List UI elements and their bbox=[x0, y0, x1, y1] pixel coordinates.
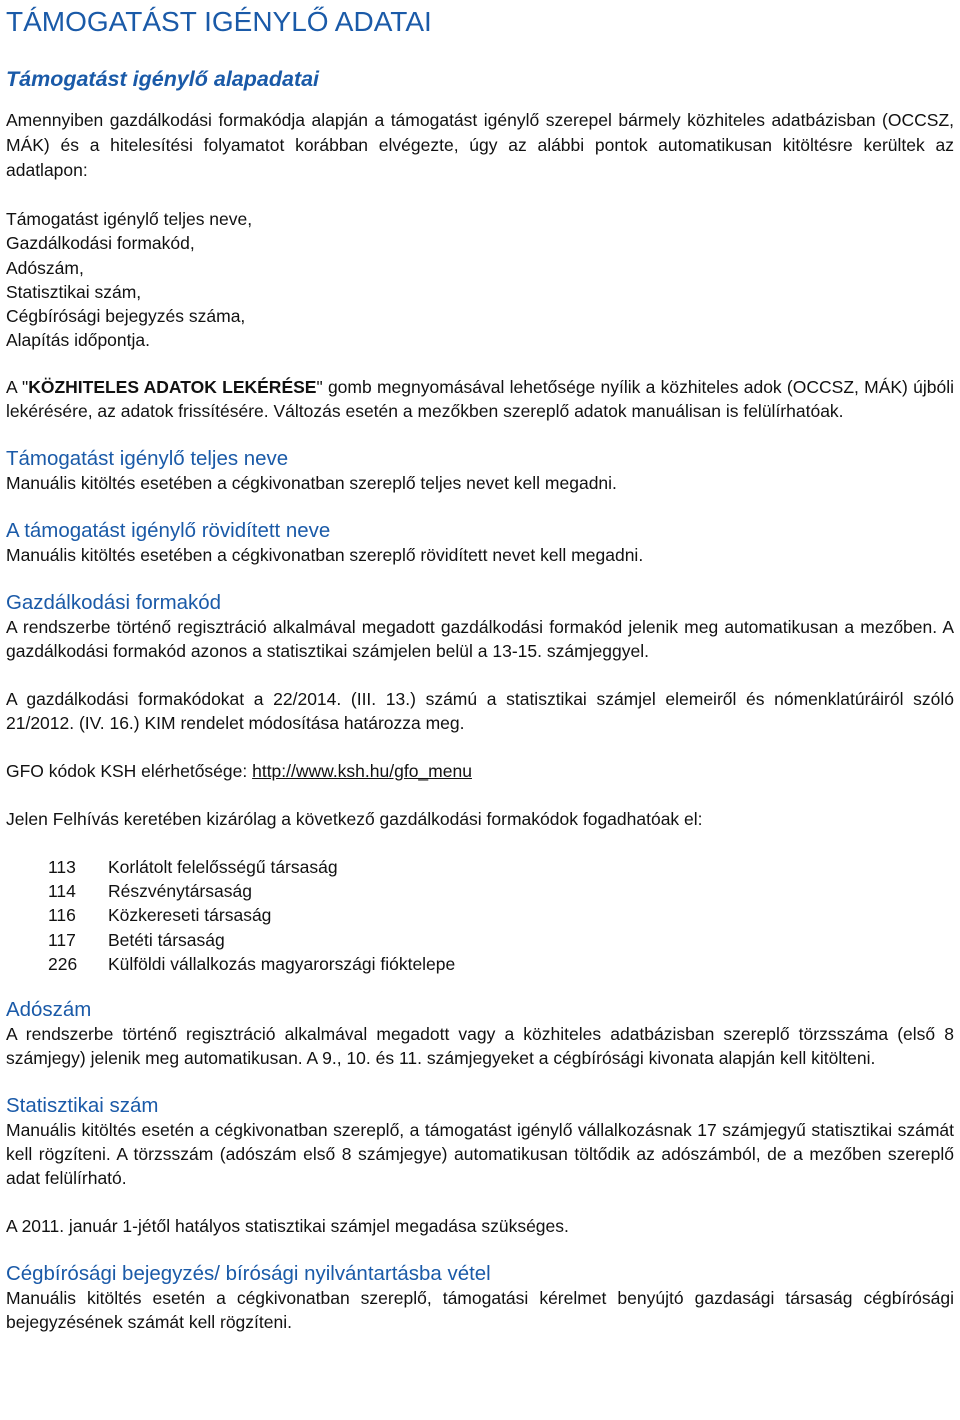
gfo-code: 117 bbox=[48, 929, 76, 950]
gfo-code: 226 bbox=[48, 953, 78, 974]
court-registration-text: Manuális kitöltés esetén a cégkivonatban szereplő, támogatási kérelmet benyújtó gazdasági társaság cégbírósági bejegyzésének számát kell rögzíteni. bbox=[6, 1288, 954, 1333]
list-item: Statisztikai szám, bbox=[6, 281, 142, 302]
list-item: Alapítás időpontja. bbox=[6, 330, 150, 351]
stat-number-heading: Statisztikai szám bbox=[6, 1094, 159, 1118]
ksh-gfo-link[interactable]: http://www.ksh.hu/gfo_menu bbox=[252, 760, 472, 781]
list-item bbox=[48, 855, 954, 879]
list-item: Adószám, bbox=[6, 257, 84, 278]
list-item bbox=[48, 879, 954, 903]
section-subtitle: Támogatást igénylő alapadatai bbox=[6, 67, 320, 91]
gfo-code-name: Közkereseti társaság bbox=[108, 905, 272, 926]
gfo-code-name: Részvénytársaság bbox=[108, 881, 252, 902]
gfo-regulation-text: A gazdálkodási formakódokat a 22/2014. (III. 13.) számú a statisztikai számjel elemeiről és nómenklatúráiról szóló 21/2012. (IV. 16.) KIM rendelet módosítása határozza meg. bbox=[6, 688, 954, 733]
full-name-text: Manuális kitöltés esetében a cégkivonatban szereplő teljes nevet kell megadni. bbox=[6, 472, 617, 493]
list-item: Támogatást igénylő teljes neve, bbox=[6, 209, 253, 229]
list-item bbox=[48, 952, 954, 976]
gfo-code: 116 bbox=[48, 905, 76, 926]
intro-paragraph: Amennyiben gazdálkodási formakódja alapján a támogatást igénylő szerepel bármely közhiteles adatbázisban (OCCSZ, MÁK) és a hitelesítési folyamatot korábban elvégezte, úgy az alábbi pontok automatikusan kitöltésre kerültek az adatlapon: bbox=[6, 110, 954, 180]
court-registration-heading: Cégbírósági bejegyzés/ bírósági nyilvántartásba vétel bbox=[6, 1262, 491, 1286]
stat-number-note: A 2011. január 1-jétől hatályos statisztikai számjel megadása szükséges. bbox=[6, 1216, 569, 1237]
page-title: TÁMOGATÁST IGÉNYLŐ ADATAI bbox=[6, 6, 432, 37]
tax-number-text: A rendszerbe történő regisztráció alkalmával megadott vagy a közhiteles adatbázisban szereplő törzsszáma (első 8 számjegy) jelenik meg automatikusan. A 9., 10. és 11. számjegyeket a cégbírósági kivonata alapján kell kitölteni. bbox=[6, 1024, 954, 1069]
auto-fields-list bbox=[6, 207, 954, 353]
list-item: Cégbírósági bejegyzés száma, bbox=[6, 306, 246, 327]
stat-number-text: Manuális kitöltés esetén a cégkivonatban szereplő, a támogatást igénylő vállalkozásnak 17 számjegyű statisztikai számát kell rögzíteni. A törzsszám (adószám első 8 számjegye) automatikusan töltődik az adószámból, de a mezőben szereplő adat felülírható. bbox=[6, 1120, 954, 1189]
short-name-heading: A támogatást igénylő rövidített neve bbox=[6, 518, 331, 542]
full-name-heading: Támogatást igénylő teljes neve bbox=[6, 446, 289, 470]
gfo-text: A rendszerbe történő regisztráció alkalmával megadott gazdálkodási formakód jelenik meg automatikusan a mezőben. A gazdálkodási formakód azonos a statisztikai számjelen belül a 13-15. számjeggyel. bbox=[6, 616, 954, 661]
gfo-heading: Gazdálkodási formakód bbox=[6, 590, 222, 614]
list-item bbox=[48, 903, 954, 927]
short-name-text: Manuális kitöltés esetében a cégkivonatban szereplő rövidített nevet kell megadni. bbox=[6, 544, 644, 565]
gfo-code-name: Betéti társaság bbox=[108, 929, 225, 950]
list-item: Gazdálkodási formakód, bbox=[6, 233, 195, 254]
kozhiteles-button-name: KÖZHITELES ADATOK LEKÉRÉSE bbox=[28, 376, 317, 397]
gfo-code: 113 bbox=[48, 856, 76, 877]
gfo-accepted-intro: Jelen Felhívás keretében kizárólag a következő gazdálkodási formakódok fogadhatóak el: bbox=[6, 808, 703, 829]
tax-number-heading: Adószám bbox=[6, 998, 92, 1022]
gfo-code-list bbox=[48, 855, 954, 976]
list-item bbox=[48, 928, 954, 952]
gfo-code-name: Külföldi vállalkozás magyarországi fióktelepe bbox=[108, 953, 456, 974]
gfo-link-paragraph: GFO kódok KSH elérhetősége: http://www.ksh.hu/gfo_menu bbox=[6, 760, 472, 781]
gfo-code-name: Korlátolt felelősségű társaság bbox=[108, 856, 338, 877]
kozhiteles-paragraph: A "KÖZHITELES ADATOK LEKÉRÉSE" gomb megnyomásával lehetősége nyílik a közhiteles adok (OCCSZ, MÁK) újbóli lekérésére, az adatok frissítésére. Változás esetén a mezőkben szereplő adatok manuálisan is felülírhatóak. bbox=[6, 376, 955, 421]
gfo-code: 114 bbox=[48, 881, 76, 902]
